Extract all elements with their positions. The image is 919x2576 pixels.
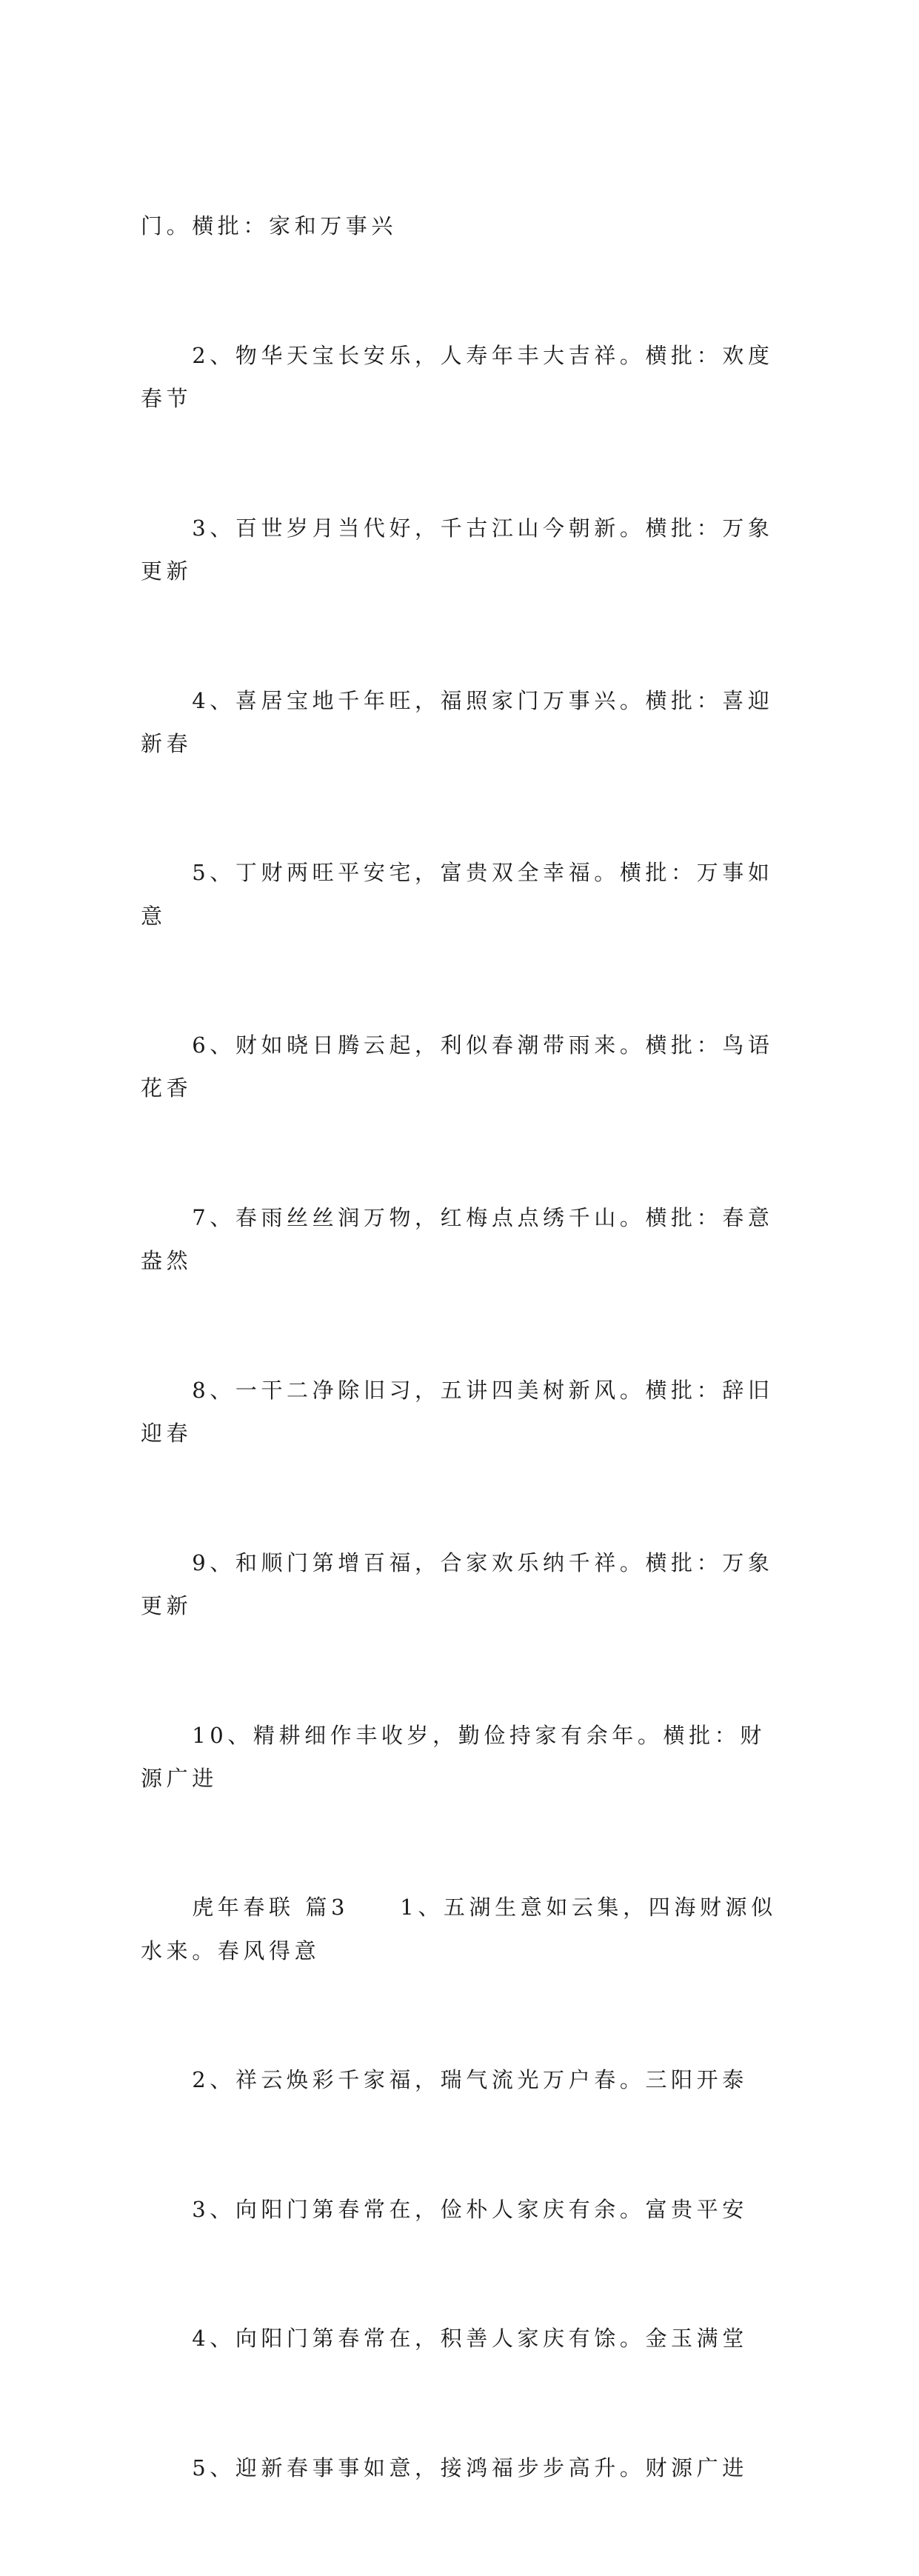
section-heading-paragraph: 虎年春联 篇3 1、五湖生意如云集，四海财源似水来。春风得意 bbox=[141, 1895, 777, 1963]
paragraph-continuation: 门。横批：家和万事兴 bbox=[141, 213, 398, 239]
couplet-item-2: 2、物华天宝长安乐，人寿年丰大吉祥。横批：欢度春节 bbox=[141, 343, 774, 412]
couplet-item-3: 3、百世岁月当代好，千古江山今朝新。横批：万象更新 bbox=[141, 515, 774, 584]
couplet-item-6: 6、财如晓日腾云起，利似春潮带雨来。横批：鸟语花香 bbox=[141, 1032, 774, 1101]
couplet-item-5: 5、丁财两旺平安宅，富贵双全幸福。横批：万事如意 bbox=[141, 860, 774, 929]
couplet-item-4: 4、喜居宝地千年旺，福照家门万事兴。横批：喜迎新春 bbox=[141, 687, 774, 756]
couplet-item-9: 9、和顺门第增百福，合家欢乐纳千祥。横批：万象更新 bbox=[141, 1549, 774, 1618]
couplet-item-4-section3: 4、向阳门第春常在，积善人家庆有馀。金玉满堂 bbox=[141, 2326, 748, 2352]
couplet-item-3-section3: 3、向阳门第春常在，俭朴人家庆有余。富贵平安 bbox=[141, 2196, 748, 2222]
couplet-item-10: 10、精耕细作丰收岁，勤俭持家有余年。横批：财源广进 bbox=[141, 1722, 766, 1791]
couplet-item-5-section3: 5、迎新春事事如意，接鸿福步步高升。财源广进 bbox=[141, 2455, 748, 2480]
couplet-item-8: 8、一干二净除旧习，五讲四美树新风。横批：辞旧迎春 bbox=[141, 1377, 774, 1447]
couplet-item-2-section3: 2、祥云焕彩千家福，瑞气流光万户春。三阳开泰 bbox=[141, 2067, 748, 2093]
couplet-item-7: 7、春雨丝丝润万物，红梅点点绣千山。横批：春意盎然 bbox=[141, 1205, 774, 1274]
document-body bbox=[141, 119, 778, 2576]
